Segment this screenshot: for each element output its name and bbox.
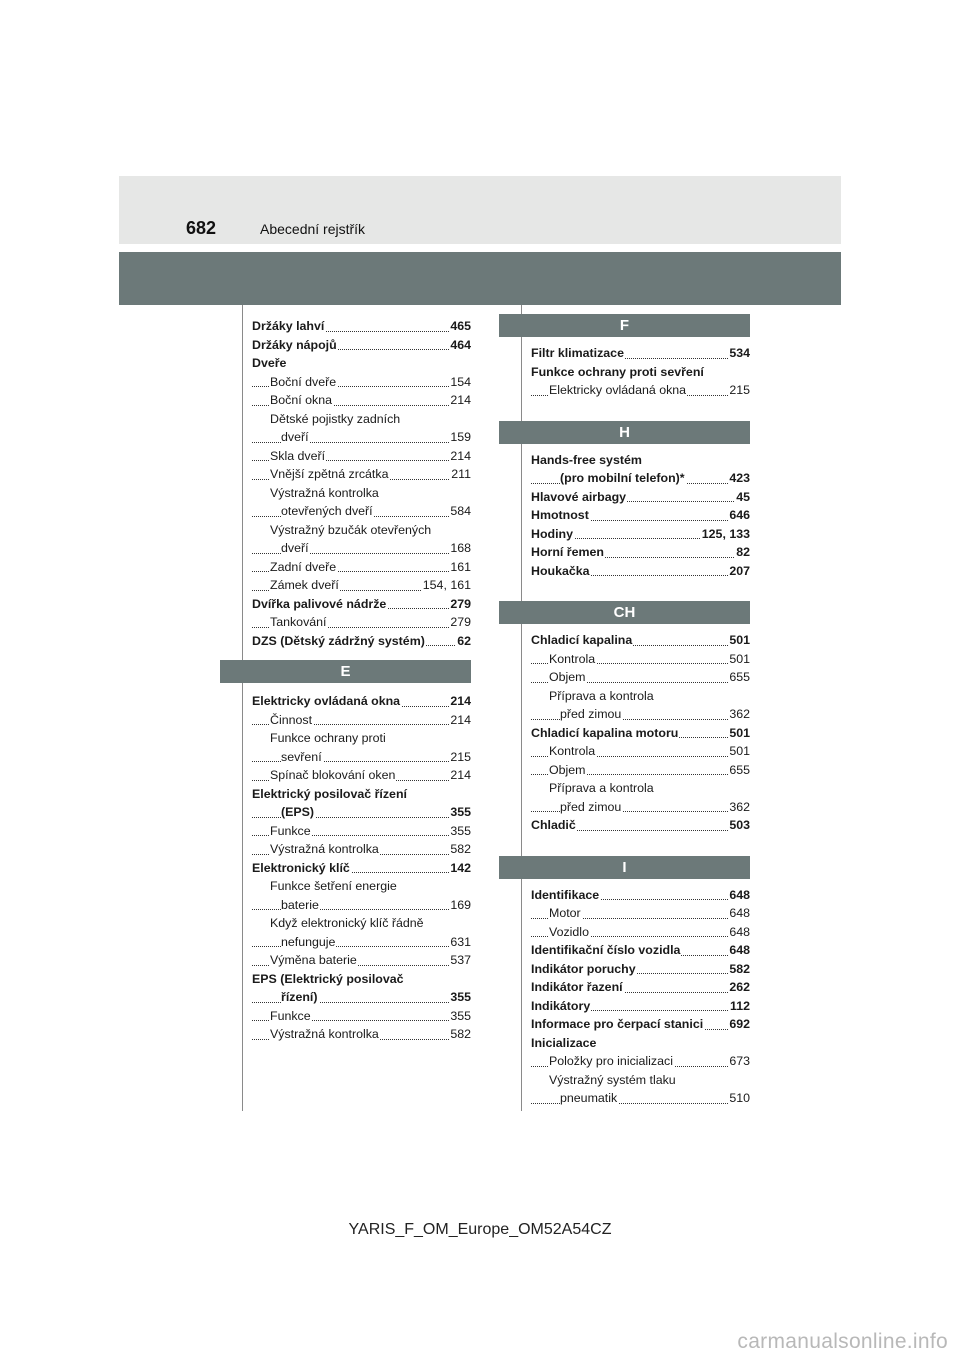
index-entry-text: Funkce ochrany proti sevření: [531, 364, 704, 379]
index-entry-page: 648: [728, 923, 750, 942]
index-entry: [252, 896, 471, 915]
index-entry: [531, 488, 750, 507]
index-entry: [531, 997, 750, 1016]
index-entry-page: 62: [456, 632, 471, 651]
index-entry-page: 534: [728, 344, 750, 363]
index-entry: [252, 539, 471, 558]
index-entry-text: Výstražná kontrolka: [270, 485, 379, 500]
letter-bar-i: I: [499, 856, 750, 879]
index-entry: [252, 951, 471, 970]
index-entry-text: Horní řemen: [531, 545, 604, 559]
index-entry-page: 648: [728, 904, 750, 923]
index-entry-page: 214: [449, 391, 471, 410]
index-entry-text: DZS (Dětský zádržný systém): [252, 633, 425, 648]
index-entry-page: 112: [729, 997, 750, 1016]
index-entry: [531, 761, 750, 780]
index-entry: [252, 595, 471, 614]
index-entry-page: 692: [728, 1015, 750, 1034]
index-entry-page: 582: [449, 840, 471, 859]
index-entry-page: 655: [728, 761, 750, 780]
index-group-h: [531, 451, 750, 581]
index-entry-text: (pro mobilní telefon)*: [560, 471, 685, 485]
index-entry-text: Zámek dveří: [270, 578, 339, 592]
index-entry-text: Boční dveře: [270, 374, 337, 389]
index-entry: [531, 451, 750, 470]
index-entry-text: Dveře: [252, 356, 287, 370]
index-entry-page: 169: [449, 896, 471, 915]
index-entry-text: Houkačka: [531, 563, 590, 578]
index-entry-page: 154, 161: [422, 576, 471, 595]
index-entry: [252, 692, 471, 711]
index-entry: [531, 1089, 750, 1108]
index-entry-page: 503: [728, 816, 750, 835]
index-entry: [252, 970, 471, 989]
index-entry-page: 355: [449, 1007, 471, 1026]
index-entry-text: Příprava a kontrola: [549, 688, 654, 703]
index-entry-page: 465: [449, 317, 471, 336]
left-column-rule: [242, 305, 243, 1111]
index-entry-page: 673: [728, 1052, 750, 1071]
index-entry-text: Hlavové airbagy: [531, 489, 627, 504]
index-entry-text: Elektricky ovládaná okna: [252, 694, 401, 708]
index-entry: [252, 317, 471, 336]
index-entry-text: Kontrola: [549, 744, 596, 758]
page-number: 682: [186, 218, 217, 238]
index-entry: [531, 960, 750, 979]
index-entry-page: 159: [449, 428, 471, 447]
index-entry-text: Boční okna: [270, 393, 332, 407]
index-column-right: [531, 314, 750, 1108]
index-entry: [252, 711, 471, 730]
index-entry-text: Výstražná kontrolka: [270, 1027, 379, 1041]
index-entry-page: 125, 133: [701, 525, 750, 544]
index-entry: [531, 904, 750, 923]
letter-bar-e: E: [220, 660, 471, 683]
index-entry-text: Elektricky ovládaná okna: [549, 383, 687, 397]
header-band: [119, 176, 841, 244]
index-entry-page: 168: [449, 539, 471, 558]
index-entry: [531, 779, 750, 798]
index-entry-text: Chladič: [531, 818, 576, 832]
index-entry-text: Informace pro čerpací stanici: [531, 1017, 704, 1031]
index-entry-text: Objem: [549, 670, 586, 684]
index-entry: [531, 687, 750, 706]
index-entry: [252, 988, 471, 1007]
index-entry: [531, 978, 750, 997]
index-entry-text: Hands-free systém: [531, 452, 642, 467]
index-entry-text: Funkce: [270, 1008, 311, 1023]
index-entry: [531, 562, 750, 581]
index-entry: [531, 1034, 750, 1053]
index-entry-page: 215: [728, 381, 750, 400]
index-entry-text: Výstražná kontrolka: [270, 842, 379, 856]
index-entry-text: Indikátor poruchy: [531, 961, 636, 976]
index-entry-text: Elektronický klíč: [252, 860, 350, 875]
index-entry-text: otevřených dveří: [281, 504, 373, 518]
index-entry-page: 207: [728, 562, 750, 581]
index-entry: [531, 650, 750, 669]
index-entry-page: 142: [449, 859, 471, 878]
index-entry-page: 510: [728, 1089, 750, 1108]
index-entry-text: Chladicí kapalina: [531, 633, 633, 647]
index-entry-page: 214: [449, 766, 471, 785]
index-entry-text: Filtr klimatizace: [531, 346, 624, 360]
index-entry-text: pneumatik: [560, 1091, 618, 1105]
index-entry-text: Chladicí kapalina motoru: [531, 725, 679, 740]
index-entry-page: 582: [449, 1025, 471, 1044]
index-entry-text: Funkce: [270, 823, 311, 838]
index-entry: [531, 724, 750, 743]
index-entry-page: 262: [728, 978, 750, 997]
index-entry: [252, 748, 471, 767]
index-entry: [531, 344, 750, 363]
index-entry-page: 584: [449, 502, 471, 521]
index-entry: [252, 914, 471, 933]
index-entry-page: 154: [449, 373, 471, 392]
index-entry: [252, 391, 471, 410]
index-group-e: [252, 692, 471, 1044]
index-group-f: [531, 344, 750, 400]
index-entry-text: Motor: [549, 906, 581, 920]
index-entry-page: 355: [449, 988, 471, 1007]
index-entry-text: Tankování: [270, 615, 327, 629]
index-entry: [252, 632, 471, 651]
index-entry-text: Elektrický posilovač řízení: [252, 786, 407, 801]
index-entry-page: 423: [728, 469, 750, 488]
index-entry: [252, 729, 471, 748]
index-entry-text: Výstražný bzučák otevřených: [270, 522, 432, 537]
index-entry-page: 214: [449, 692, 471, 711]
index-entry-page: 161: [449, 558, 471, 577]
index-entry-text: Funkce ochrany proti: [270, 731, 386, 745]
index-entry-page: 362: [728, 798, 750, 817]
index-entry-page: 501: [728, 631, 750, 650]
index-entry-page: 648: [728, 886, 750, 905]
index-entry-page: 582: [728, 960, 750, 979]
index-entry: [531, 381, 750, 400]
index-entry-page: 464: [449, 336, 471, 355]
index-entry-text: Spínač blokování oken: [270, 768, 396, 782]
index-entry: [252, 521, 471, 540]
document-code: YARIS_F_OM_Europe_OM52A54CZ: [348, 1221, 612, 1238]
index-entry: [531, 363, 750, 382]
index-entry: [252, 484, 471, 503]
index-entry-page: 279: [449, 613, 471, 632]
index-entry: [531, 798, 750, 817]
index-entry-text: Hmotnost: [531, 508, 589, 522]
index-entry: [252, 502, 471, 521]
index-entry-page: 537: [449, 951, 471, 970]
index-entry-text: (EPS): [281, 805, 315, 819]
index-entry: [531, 1052, 750, 1071]
index-entry: [531, 525, 750, 544]
index-entry-page: 214: [449, 711, 471, 730]
index-entry: [531, 923, 750, 942]
index-entry-text: EPS (Elektrický posilovač: [252, 971, 404, 986]
index-entry-text: Zadní dveře: [270, 559, 337, 574]
index-entry-text: Výměna baterie: [270, 953, 357, 967]
index-entry-page: 501: [728, 650, 750, 669]
header-dark-band: [119, 252, 841, 305]
letter-bar-f: F: [499, 314, 750, 337]
index-entry: [252, 803, 471, 822]
index-entry-text: Položky pro inicializaci: [549, 1054, 673, 1068]
index-entry-text: Indikátor řazení: [531, 980, 623, 994]
index-entry: [252, 428, 471, 447]
index-entry: [531, 543, 750, 562]
index-entry-page: 355: [449, 822, 471, 841]
index-entry: [252, 859, 471, 878]
index-entry-text: nefunguje: [281, 934, 336, 949]
index-entry-text: Identifikační číslo vozidla: [531, 943, 681, 957]
index-entry-text: Vozidlo: [549, 924, 589, 939]
index-entry: [252, 822, 471, 841]
index-entry-text: Kontrola: [549, 651, 596, 666]
letter-bar-h: H: [499, 421, 750, 444]
index-entry: [252, 1007, 471, 1026]
index-entry: [252, 877, 471, 896]
index-entry-text: Identifikace: [531, 887, 600, 902]
index-entry-text: baterie: [281, 897, 319, 912]
index-entry-text: Skla dveří: [270, 448, 326, 463]
index-entry: [531, 816, 750, 835]
index-entry-text: dveří: [281, 430, 309, 444]
index-entry-text: řízení): [281, 990, 318, 1004]
index-entry: [252, 336, 471, 355]
index-entry: [252, 576, 471, 595]
watermark: carmanualsonline.info: [737, 1330, 948, 1353]
index-entry: [531, 886, 750, 905]
index-entry-text: dveří: [281, 541, 309, 555]
index-entry: [252, 933, 471, 952]
index-entry-text: Činnost: [270, 712, 313, 727]
index-entry-page: 631: [449, 933, 471, 952]
index-entry: [531, 705, 750, 724]
index-entry-text: Dětské pojistky zadních: [270, 411, 401, 426]
index-entry-text: Funkce šetření energie: [270, 879, 397, 893]
index-entry-page: 82: [735, 543, 750, 562]
letter-bar-ch: CH: [499, 601, 750, 624]
index-entry-text: Držáky lahví: [252, 319, 325, 333]
index-entry: [252, 354, 471, 373]
index-entry-page: 362: [728, 705, 750, 724]
index-entry-text: Dvířka palivové nádrže: [252, 596, 387, 611]
index-entry-page: 501: [728, 742, 750, 761]
index-entry-text: sevření: [281, 749, 322, 764]
index-entry: [252, 373, 471, 392]
index-group-ch: [531, 631, 750, 835]
index-entry-page: 501: [728, 724, 750, 743]
index-entry: [252, 410, 471, 429]
index-entry: [531, 742, 750, 761]
index-entry: [252, 558, 471, 577]
index-entry-text: před zimou: [560, 799, 622, 814]
index-entry-text: Indikátory: [531, 998, 591, 1013]
index-entry-text: Objem: [549, 762, 586, 777]
index-entry: [531, 1071, 750, 1090]
index-entry: [252, 1025, 471, 1044]
index-entry: [531, 469, 750, 488]
index-entry: [252, 465, 471, 484]
index-entry-page: 646: [728, 506, 750, 525]
index-entry-text: Příprava a kontrola: [549, 781, 654, 795]
index-entry-text: Když elektronický klíč řádně: [270, 916, 424, 930]
index-entry-text: Vnější zpětná zrcátka: [270, 467, 389, 481]
index-entry-page: 214: [449, 447, 471, 466]
index-entry-page: 648: [728, 941, 750, 960]
index-entry-page: 655: [728, 668, 750, 687]
index-entry: [252, 613, 471, 632]
index-entry: [252, 785, 471, 804]
index-entry-page: 211: [450, 465, 471, 484]
index-group-d: [252, 317, 471, 650]
index-entry-page: 279: [449, 595, 471, 614]
index-entry-text: Držáky nápojů: [252, 337, 337, 352]
index-entry-text: před zimou: [560, 707, 622, 721]
index-entry-page: 215: [449, 748, 471, 767]
index-column-left: [252, 317, 471, 1044]
index-entry: [531, 941, 750, 960]
index-entry: [531, 506, 750, 525]
index-entry: [531, 668, 750, 687]
index-entry-page: 355: [449, 803, 471, 822]
index-entry-text: Výstražný systém tlaku: [549, 1072, 676, 1087]
index-entry-text: Inicializace: [531, 1035, 597, 1050]
index-entry: [252, 840, 471, 859]
index-entry: [252, 447, 471, 466]
index-group-i: [531, 886, 750, 1108]
index-entry-page: 45: [735, 488, 750, 507]
index-entry: [531, 631, 750, 650]
index-entry: [252, 766, 471, 785]
section-title: Abecední rejstřík: [260, 221, 366, 237]
index-entry: [531, 1015, 750, 1034]
index-entry-text: Hodiny: [531, 526, 573, 541]
